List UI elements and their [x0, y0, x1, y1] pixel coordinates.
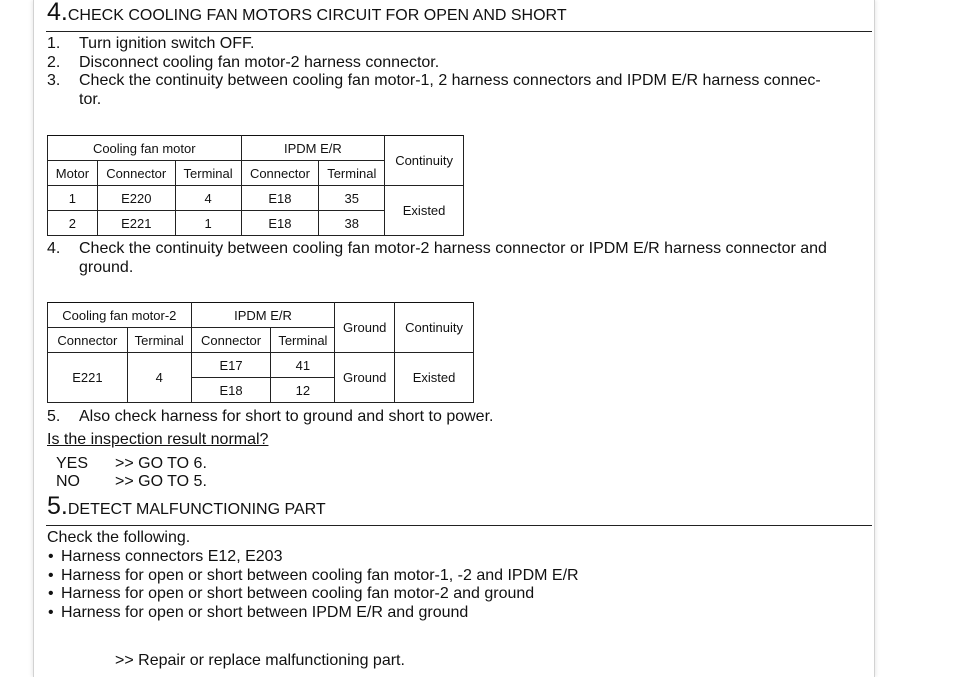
t2-header-terminal: Terminal	[127, 328, 191, 353]
instruction-3-number: 3.	[47, 72, 61, 89]
t1-row1-connector: E220	[97, 186, 175, 211]
instruction-1-text: Turn ignition switch OFF.	[79, 35, 255, 52]
t2-ground: Ground	[335, 353, 395, 403]
bullet-1-marker: •	[48, 548, 54, 565]
t1-row2-ipdm-terminal: 38	[319, 211, 385, 236]
instruction-4-text: Check the continuity between cooling fan motor-2 harness connector or IPDM E/R harness connector and	[79, 240, 827, 257]
t2-motor-terminal: 4	[127, 353, 191, 403]
step4-rule	[46, 31, 872, 32]
no-action: >> GO TO 5.	[115, 473, 207, 490]
t2-header-connector: Connector	[48, 328, 128, 353]
instruction-2-text: Disconnect cooling fan motor-2 harness connector.	[79, 54, 440, 71]
instruction-1-number: 1.	[47, 35, 61, 52]
t2-header-ipdm: IPDM E/R	[191, 303, 335, 328]
t2-row1-ipdm-connector: E17	[191, 353, 271, 378]
step4-title: CHECK COOLING FAN MOTORS CIRCUIT FOR OPEN AND SHORT	[67, 7, 567, 24]
step4-heading	[47, 0, 567, 25]
t1-header-motor: Motor	[48, 161, 98, 186]
t1-header-terminal: Terminal	[175, 161, 241, 186]
t1-header-ipdm-connector: Connector	[241, 161, 319, 186]
t2-row2-ipdm-terminal: 12	[271, 378, 335, 403]
t1-row2-motor: 2	[48, 211, 98, 236]
t2-header-ground: Ground	[335, 303, 395, 353]
t1-row1-ipdm-connector: E18	[241, 186, 319, 211]
t2-header-ipdm-connector: Connector	[191, 328, 271, 353]
t1-header-cooling-fan-motor: Cooling fan motor	[48, 136, 242, 161]
continuity-table-1	[47, 135, 464, 236]
t2-header-cooling-fan-motor-2: Cooling fan motor-2	[48, 303, 192, 328]
t2-header-continuity: Continuity	[395, 303, 474, 353]
step5-intro: Check the following.	[47, 529, 191, 546]
t2-row2-ipdm-connector: E18	[191, 378, 271, 403]
t1-row2-ipdm-connector: E18	[241, 211, 319, 236]
list-item: Harness connectors E12, E203	[61, 548, 283, 565]
list-item: Harness for open or short between cooling fan motor-1, -2 and IPDM E/R	[61, 567, 579, 584]
t2-row1-ipdm-terminal: 41	[271, 353, 335, 378]
instruction-5-number: 5.	[47, 408, 61, 425]
instruction-4-continuation: ground.	[79, 259, 134, 276]
t1-header-connector: Connector	[97, 161, 175, 186]
bullet-2-marker: •	[48, 567, 54, 584]
step5-number: 5.	[47, 492, 68, 520]
step5-action: >> Repair or replace malfunctioning part.	[115, 652, 405, 669]
t1-row1-ipdm-terminal: 35	[319, 186, 385, 211]
t1-header-ipdm: IPDM E/R	[241, 136, 385, 161]
bullet-3-marker: •	[48, 585, 54, 602]
t1-header-continuity: Continuity	[385, 136, 464, 186]
t2-motor-connector: E221	[48, 353, 128, 403]
yes-action: >> GO TO 6.	[115, 455, 207, 472]
t2-header-ipdm-terminal: Terminal	[271, 328, 335, 353]
continuity-table-2	[47, 302, 474, 403]
t1-row2-terminal: 1	[175, 211, 241, 236]
step5-rule	[46, 525, 872, 526]
table-row	[48, 353, 474, 378]
inspection-question: Is the inspection result normal?	[47, 431, 269, 448]
t1-header-ipdm-terminal: Terminal	[319, 161, 385, 186]
no-label: NO	[56, 473, 80, 490]
bullet-4-marker: •	[48, 604, 54, 621]
step5-heading	[47, 494, 326, 519]
instruction-4-number: 4.	[47, 240, 61, 257]
list-item: Harness for open or short between IPDM E/R and ground	[61, 604, 469, 621]
t2-result: Existed	[395, 353, 474, 403]
step4-number: 4.	[47, 0, 68, 26]
list-item: Harness for open or short between cooling fan motor-2 and ground	[61, 585, 535, 602]
instruction-3-text: Check the continuity between cooling fan motor-1, 2 harness connectors and IPDM E/R harness connec-	[79, 72, 821, 89]
t1-row1-terminal: 4	[175, 186, 241, 211]
t1-result: Existed	[385, 186, 464, 236]
table-row	[48, 186, 464, 211]
t1-row1-motor: 1	[48, 186, 98, 211]
t1-row2-connector: E221	[97, 211, 175, 236]
instruction-3-continuation: tor.	[79, 91, 102, 108]
yes-label: YES	[56, 455, 89, 472]
instruction-2-number: 2.	[47, 54, 61, 71]
step5-title: DETECT MALFUNCTIONING PART	[67, 501, 326, 518]
instruction-5-text: Also check harness for short to ground and short to power.	[79, 408, 494, 425]
